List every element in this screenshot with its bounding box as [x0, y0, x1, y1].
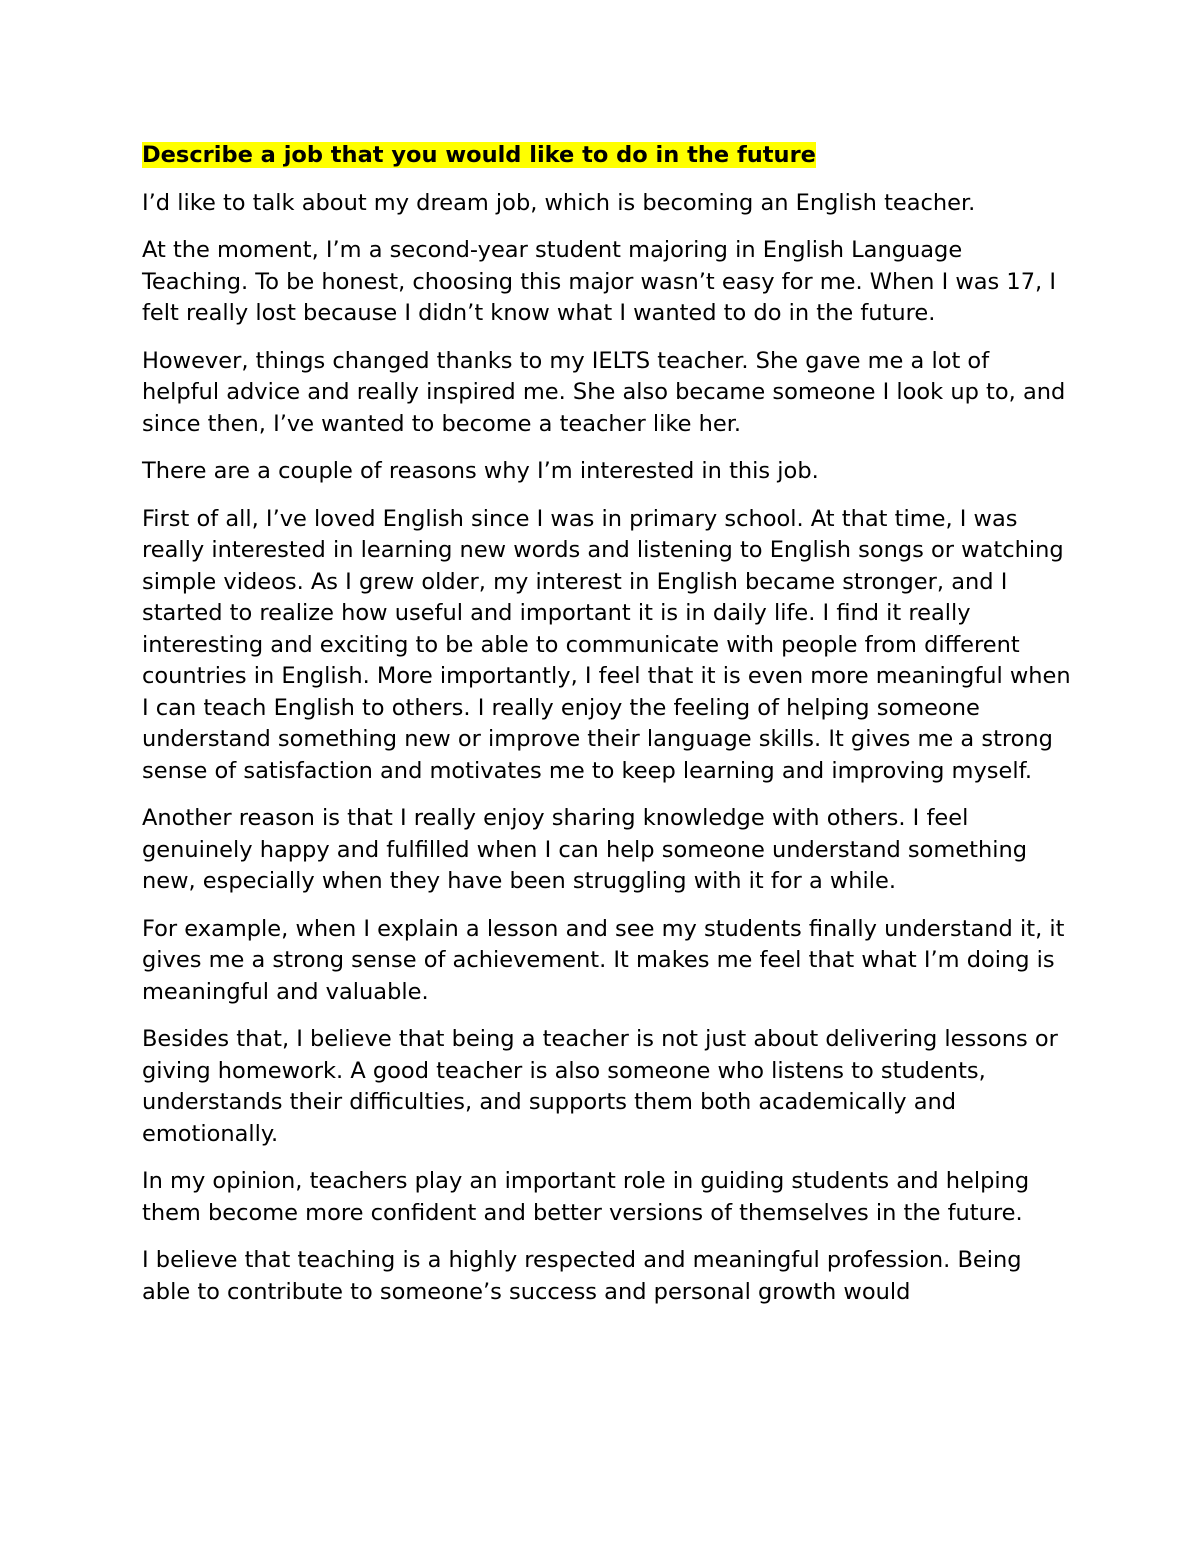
paragraph-10: I believe that teaching is a highly respected and meaningful profession. Being able to contribute to someone’s success and personal growth would: [142, 1247, 1022, 1305]
paragraph-9: In my opinion, teachers play an important role in guiding students and helping them become more confident and better versions of themselves in the future.: [142, 1168, 1030, 1226]
document-page: [142, 140, 1072, 1324]
title-highlight: Describe a job that you would like to do in the future: [142, 142, 816, 168]
paragraph-6: Another reason is that I really enjoy sharing knowledge with others. I feel genuinely happy and fulfilled when I can help someone understand something new, especially when they have been struggling with it for a while.: [142, 805, 1028, 894]
paragraph-2: At the moment, I’m a second-year student majoring in English Language Teaching. To be honest, choosing this major wasn’t easy for me. When I was 17, I felt really lost because I didn’t know what I wanted to do in the future.: [142, 237, 1056, 326]
paragraph-1: I’d like to talk about my dream job, which is becoming an English teacher.: [142, 189, 976, 216]
paragraph-7: For example, when I explain a lesson and see my students finally understand it, it gives me a strong sense of achievement. It makes me feel that what I’m doing is meaningful and valuable.: [142, 915, 1065, 1005]
paragraph-4: There are a couple of reasons why I’m interested in this job.: [142, 458, 819, 484]
paragraph-8: Besides that, I believe that being a teacher is not just about delivering lessons or giving homework. A good teacher is also someone who listens to students, understands their difficulties, and supports them both academically and emotionally.: [142, 1026, 1058, 1147]
paragraph-3: However, things changed thanks to my IELTS teacher. She gave me a lot of helpful advice and really inspired me. She also became someone I look up to, and since then, I’ve wanted to become a teacher like her.: [142, 347, 1066, 437]
paragraph-5: First of all, I’ve loved English since I was in primary school. At that time, I was really interested in learning new words and listening to English songs or watching simple videos. As I grew older, my interest in English became stronger, and I started to realize how useful and important it is in daily life. I find it really interesting and exciting to be able to communicate with people from different countries in English. More importantly, I feel that it is even more meaningful when I can teach English to others. I really enjoy the feeling of helping someone understand something new or improve their language skills. It gives me a strong sense of satisfaction and motivates me to keep learning and improving myself.: [142, 505, 1071, 784]
document-title: [142, 140, 1072, 172]
